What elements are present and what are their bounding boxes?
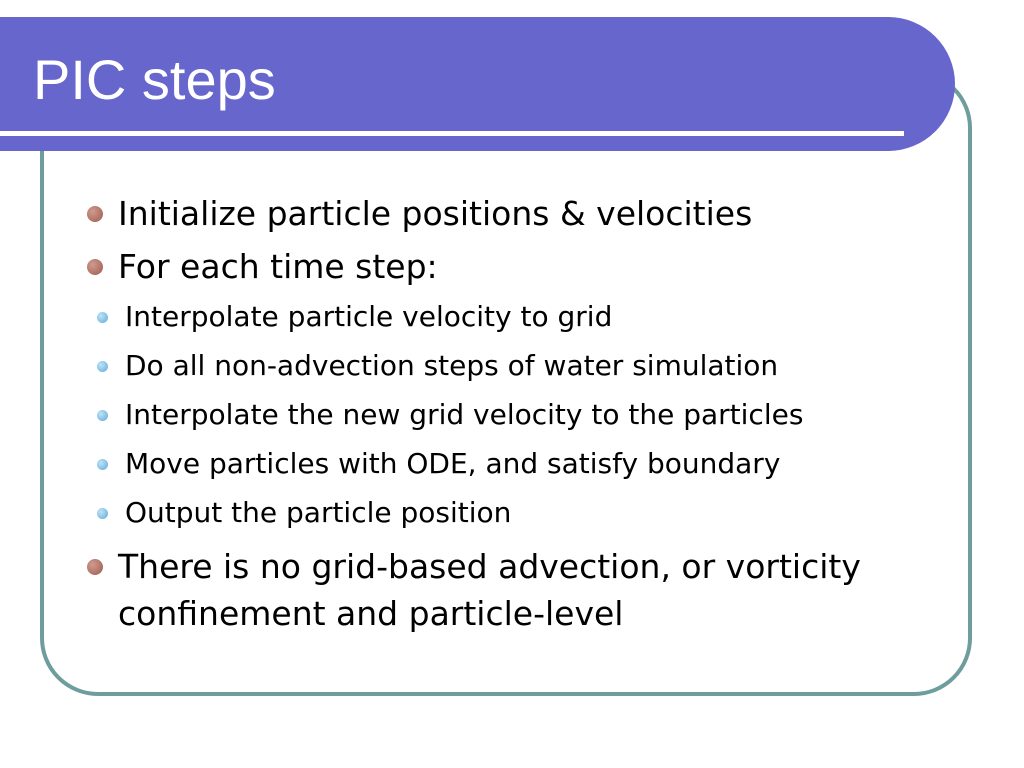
bullet-dot-icon xyxy=(87,259,103,275)
sub-bullet-dot-icon xyxy=(97,508,108,519)
sub-bullet-text: Interpolate the new grid velocity to the particles xyxy=(125,398,804,431)
bullet-item xyxy=(80,543,960,637)
sub-bullet-item xyxy=(42,341,960,390)
sub-bullet-dot-icon xyxy=(97,410,108,421)
sub-bullet-dot-icon xyxy=(97,361,108,372)
bullet-item xyxy=(80,190,960,237)
bullet-list xyxy=(80,190,960,643)
sub-bullet-text: Interpolate particle velocity to grid xyxy=(125,300,613,333)
bullet-dot-icon xyxy=(87,559,103,575)
slide-title: PIC steps xyxy=(33,48,276,111)
bullet-text: Initialize particle positions & velocities xyxy=(118,194,753,233)
sub-bullet-list xyxy=(42,292,960,537)
sub-bullet-dot-icon xyxy=(97,459,108,470)
bullet-item xyxy=(80,243,960,290)
sub-bullet-item xyxy=(42,292,960,341)
sub-bullet-text: Do all non-advection steps of water simulation xyxy=(125,349,779,382)
title-divider xyxy=(0,131,904,136)
sub-bullet-item xyxy=(42,390,960,439)
sub-bullet-dot-icon xyxy=(97,312,108,323)
bullet-dot-icon xyxy=(87,206,103,222)
bullet-text: There is no grid-based advection, or vorticity confinement and particle-level xyxy=(118,547,861,633)
sub-bullet-item xyxy=(42,488,960,537)
sub-bullet-item xyxy=(42,439,960,488)
bullet-text: For each time step: xyxy=(118,247,438,286)
sub-bullet-text: Move particles with ODE, and satisfy boundary xyxy=(125,447,781,480)
sub-bullet-text: Output the particle position xyxy=(125,496,512,529)
sub-bullet-group xyxy=(80,292,960,537)
